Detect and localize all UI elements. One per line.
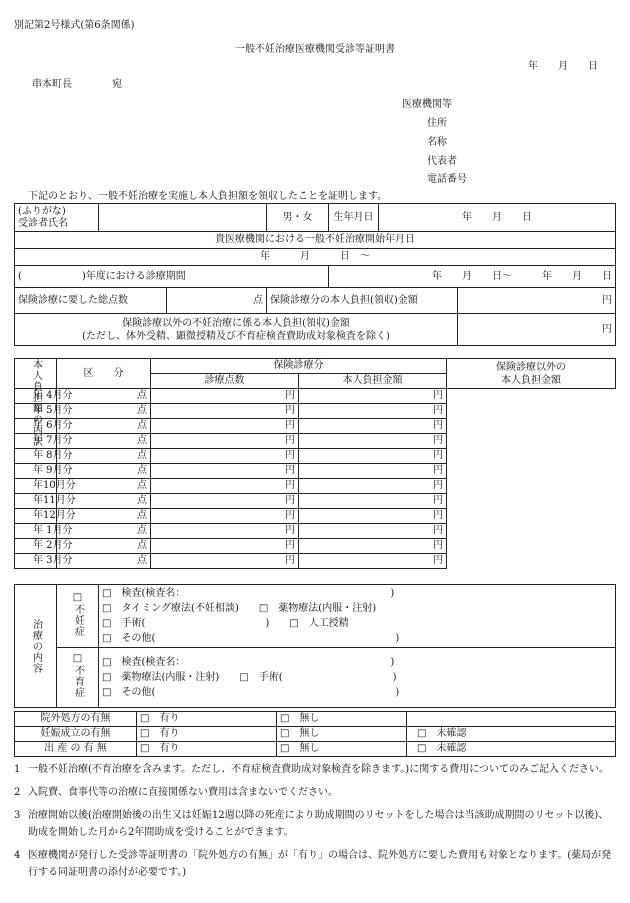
note-text: 治療開始以後(治療開始後の出生又は妊娠12週以降の死産により助成期間のリセットをした場合は当該助成期間のリセット以後)、助成を開始した月から2年間助成を受けることができます。 — [28, 810, 609, 838]
other-header-line2: 本人負担金額 — [501, 374, 561, 386]
period-field[interactable]: 年 月 日〜 年 月 日 — [329, 266, 616, 288]
furigana-label: (ふりがな) — [18, 205, 66, 217]
month-label: 年 4月分 — [15, 389, 57, 404]
dob-field[interactable]: 年 月 日 — [379, 204, 616, 232]
sex-field[interactable]: 男・女 — [267, 204, 329, 232]
patient-table — [14, 203, 616, 346]
month-self-amount-field[interactable]: 円 — [151, 464, 299, 479]
month-points-field[interactable]: 点 — [57, 524, 151, 539]
issue-date[interactable]: 年 月 日 — [528, 61, 598, 72]
month-label: 年11月分 — [15, 494, 57, 509]
month-other-amount-field[interactable]: 円 — [299, 494, 447, 509]
month-label: 年 1月分 — [15, 524, 57, 539]
month-self-amount-field[interactable]: 円 — [151, 434, 299, 449]
total-points-field[interactable]: 点 — [167, 288, 267, 314]
self-pay-field[interactable]: 円 — [458, 288, 616, 314]
note-item — [14, 807, 616, 841]
rec-item[interactable]: □ その他( ) — [102, 687, 400, 698]
no-option[interactable]: □ 無し — [277, 727, 407, 742]
month-points-field[interactable]: 点 — [57, 479, 151, 494]
total-points-label: 保険診療に要した総点数 — [15, 288, 167, 314]
month-other-amount-field[interactable]: 円 — [299, 554, 447, 569]
month-self-amount-field[interactable]: 円 — [151, 449, 299, 464]
note-item — [14, 761, 616, 778]
month-row — [15, 389, 616, 404]
month-label: 年 2月分 — [15, 539, 57, 554]
intro-text: 下記のとおり、一般不妊治療を実施し本人負担額を領収したことを証明します。 — [28, 191, 388, 202]
breakdown-table — [14, 358, 616, 569]
infertility-label-cell — [57, 585, 99, 648]
month-row — [15, 494, 616, 509]
patient-name-label — [15, 204, 99, 232]
start-date-field[interactable]: 年 月 日 〜 — [15, 249, 616, 266]
month-label: 年 5月分 — [15, 404, 57, 419]
treatment-side-label: 治療の内容 — [15, 585, 57, 708]
unknown-option[interactable]: □ 未確認 — [407, 742, 616, 757]
yesno-label: 院外処方の有無 — [15, 712, 137, 727]
recurrent-label-cell — [57, 648, 99, 708]
month-other-amount-field[interactable]: 円 — [299, 404, 447, 419]
non-insured-line1: 保険診療以外の不妊治療に係る本人負担(領収)金額 — [122, 317, 350, 329]
month-row — [15, 554, 616, 569]
month-self-amount-field[interactable]: 円 — [151, 494, 299, 509]
start-date-label: 貴医療機関における一般不妊治療開始年月日 — [15, 232, 616, 249]
yes-option[interactable]: □ 有り — [137, 727, 277, 742]
form-label: 別記第2号様式(第6条関係) — [14, 20, 135, 31]
month-row — [15, 509, 616, 524]
inf-item[interactable]: □ 検査(検査名： ) — [102, 588, 395, 599]
points-header: 診療点数 — [151, 374, 299, 389]
month-self-amount-field[interactable]: 円 — [151, 539, 299, 554]
month-other-amount-field[interactable]: 円 — [299, 389, 447, 404]
recurrent-checkbox[interactable]: □ — [72, 653, 83, 664]
note-number: 4 — [14, 850, 21, 861]
no-option[interactable]: □ 無し — [277, 712, 407, 727]
month-self-amount-field[interactable]: 円 — [151, 509, 299, 524]
yesno-label: 妊娠成立の有無 — [15, 727, 137, 742]
note-number: 2 — [14, 787, 21, 798]
infertility-items — [99, 585, 616, 648]
month-label: 年10月分 — [15, 479, 57, 494]
month-row — [15, 479, 616, 494]
form-title: 一般不妊治療医療機関受診等証明書 — [235, 44, 395, 55]
other-header-line1: 保険診療以外の — [496, 361, 566, 373]
month-self-amount-field[interactable]: 円 — [151, 554, 299, 569]
month-row — [15, 464, 616, 479]
month-points-field[interactable]: 点 — [57, 389, 151, 404]
inf-item[interactable]: □ タイミング療法(不妊相談) □ 薬物療法(内服・注射) — [102, 603, 377, 614]
note-text: 入院費、食事代等の治療に直接関係ない費用は含まないでください。 — [28, 787, 338, 798]
breakdown-side-label: 本人負担額の内訳 — [15, 359, 57, 389]
month-points-field[interactable]: 点 — [57, 434, 151, 449]
non-insured-field[interactable]: 円 — [458, 314, 616, 346]
month-other-amount-field[interactable]: 円 — [299, 434, 447, 449]
month-self-amount-field[interactable]: 円 — [151, 404, 299, 419]
month-row — [15, 524, 616, 539]
yes-option[interactable]: □ 有り — [137, 712, 277, 727]
note-number: 1 — [14, 764, 21, 775]
month-label: 年 8月分 — [15, 449, 57, 464]
issuer-label: 医療機関等 — [402, 99, 452, 110]
insured-header: 保険診療分 — [151, 359, 447, 374]
month-row — [15, 449, 616, 464]
rec-item[interactable]: □ 薬物療法(内服・注射) □ 手術( ) — [102, 672, 397, 683]
month-other-amount-field[interactable]: 円 — [299, 464, 447, 479]
yesno-label: 出 産 の 有 無 — [15, 742, 137, 757]
month-points-field[interactable]: 点 — [57, 449, 151, 464]
inf-item[interactable]: □ その他( ) — [102, 633, 400, 644]
unknown-option[interactable] — [407, 712, 616, 727]
month-label: 年 7月分 — [15, 434, 57, 449]
month-other-amount-field[interactable]: 円 — [299, 524, 447, 539]
month-row — [15, 419, 616, 434]
month-other-amount-field[interactable]: 円 — [299, 509, 447, 524]
self-amount-header: 本人負担金額 — [299, 374, 447, 389]
issuer-name-label: 名称 — [427, 137, 447, 148]
month-points-field[interactable]: 点 — [57, 419, 151, 434]
month-points-field[interactable]: 点 — [57, 539, 151, 554]
addressee: 串本町長 宛 — [32, 79, 122, 90]
month-label: 年12月分 — [15, 509, 57, 524]
infertility-checkbox[interactable]: □ — [72, 591, 83, 603]
dob-label: 生年月日 — [329, 204, 379, 232]
month-self-amount-field[interactable]: 円 — [151, 389, 299, 404]
month-label: 年 6月分 — [15, 419, 57, 434]
issuer-rep-label: 代表者 — [427, 156, 457, 167]
period-label: ( )年度における診療期間 — [15, 266, 329, 288]
self-pay-label: 保険診療分の本人負担(領収)金額 — [267, 288, 458, 314]
issuer-address-label: 住所 — [427, 118, 447, 129]
other-header — [447, 359, 616, 389]
no-option[interactable]: □ 無し — [277, 742, 407, 757]
yes-option[interactable]: □ 有り — [137, 742, 277, 757]
month-points-field[interactable]: 点 — [57, 554, 151, 569]
inf-item[interactable]: □ 手術( ) □ 人工授精 — [102, 618, 349, 629]
unknown-option[interactable]: □ 未確認 — [407, 727, 616, 742]
yesno-table — [14, 711, 616, 757]
note-item — [14, 784, 616, 801]
non-insured-line2: (ただし、体外受精、顕微授精及び不育症検査費助成対象検査を除く) — [82, 330, 390, 342]
month-points-field[interactable]: 点 — [57, 494, 151, 509]
month-self-amount-field[interactable]: 円 — [151, 419, 299, 434]
note-text: 医療機関が発行した受診等証明書の「院外処方の有無」が「有り」の場合は、院外処方に要した費用も対象となります。(薬局が発行する同証明書の添付が必要です。) — [28, 850, 612, 878]
note-item — [14, 847, 616, 881]
month-row — [15, 404, 616, 419]
note-number: 3 — [14, 810, 21, 821]
note-text: 一般不妊治療(不育治療を含みます。ただし、不育症検査費助成対象検査を除きます。)に関する費用についてのみご記入ください。 — [28, 764, 610, 775]
month-row — [15, 434, 616, 449]
kubun-header: 区 分 — [57, 359, 151, 389]
issuer-phone-label: 電話番号 — [427, 174, 467, 185]
month-other-amount-field[interactable]: 円 — [299, 419, 447, 434]
non-insured-label — [15, 314, 458, 346]
month-points-field[interactable]: 点 — [57, 404, 151, 419]
month-other-amount-field[interactable]: 円 — [299, 449, 447, 464]
notes — [14, 761, 616, 881]
patient-name-field[interactable] — [99, 204, 267, 232]
infertility-label: 不妊症 — [72, 603, 84, 637]
month-self-amount-field[interactable]: 円 — [151, 479, 299, 494]
month-row — [15, 539, 616, 554]
month-label: 年 3月分 — [15, 554, 57, 569]
treatment-table — [14, 584, 616, 708]
month-other-amount-field[interactable]: 円 — [299, 539, 447, 554]
month-points-field[interactable]: 点 — [57, 509, 151, 524]
month-points-field[interactable]: 点 — [57, 464, 151, 479]
rec-item[interactable]: □ 検査(検査名： ) — [102, 657, 395, 668]
recurrent-label: 不育症 — [72, 665, 84, 698]
month-other-amount-field[interactable]: 円 — [299, 479, 447, 494]
name-label: 受診者氏名 — [18, 217, 68, 229]
month-label: 年 9月分 — [15, 464, 57, 479]
recurrent-items — [99, 648, 616, 708]
month-self-amount-field[interactable]: 円 — [151, 524, 299, 539]
